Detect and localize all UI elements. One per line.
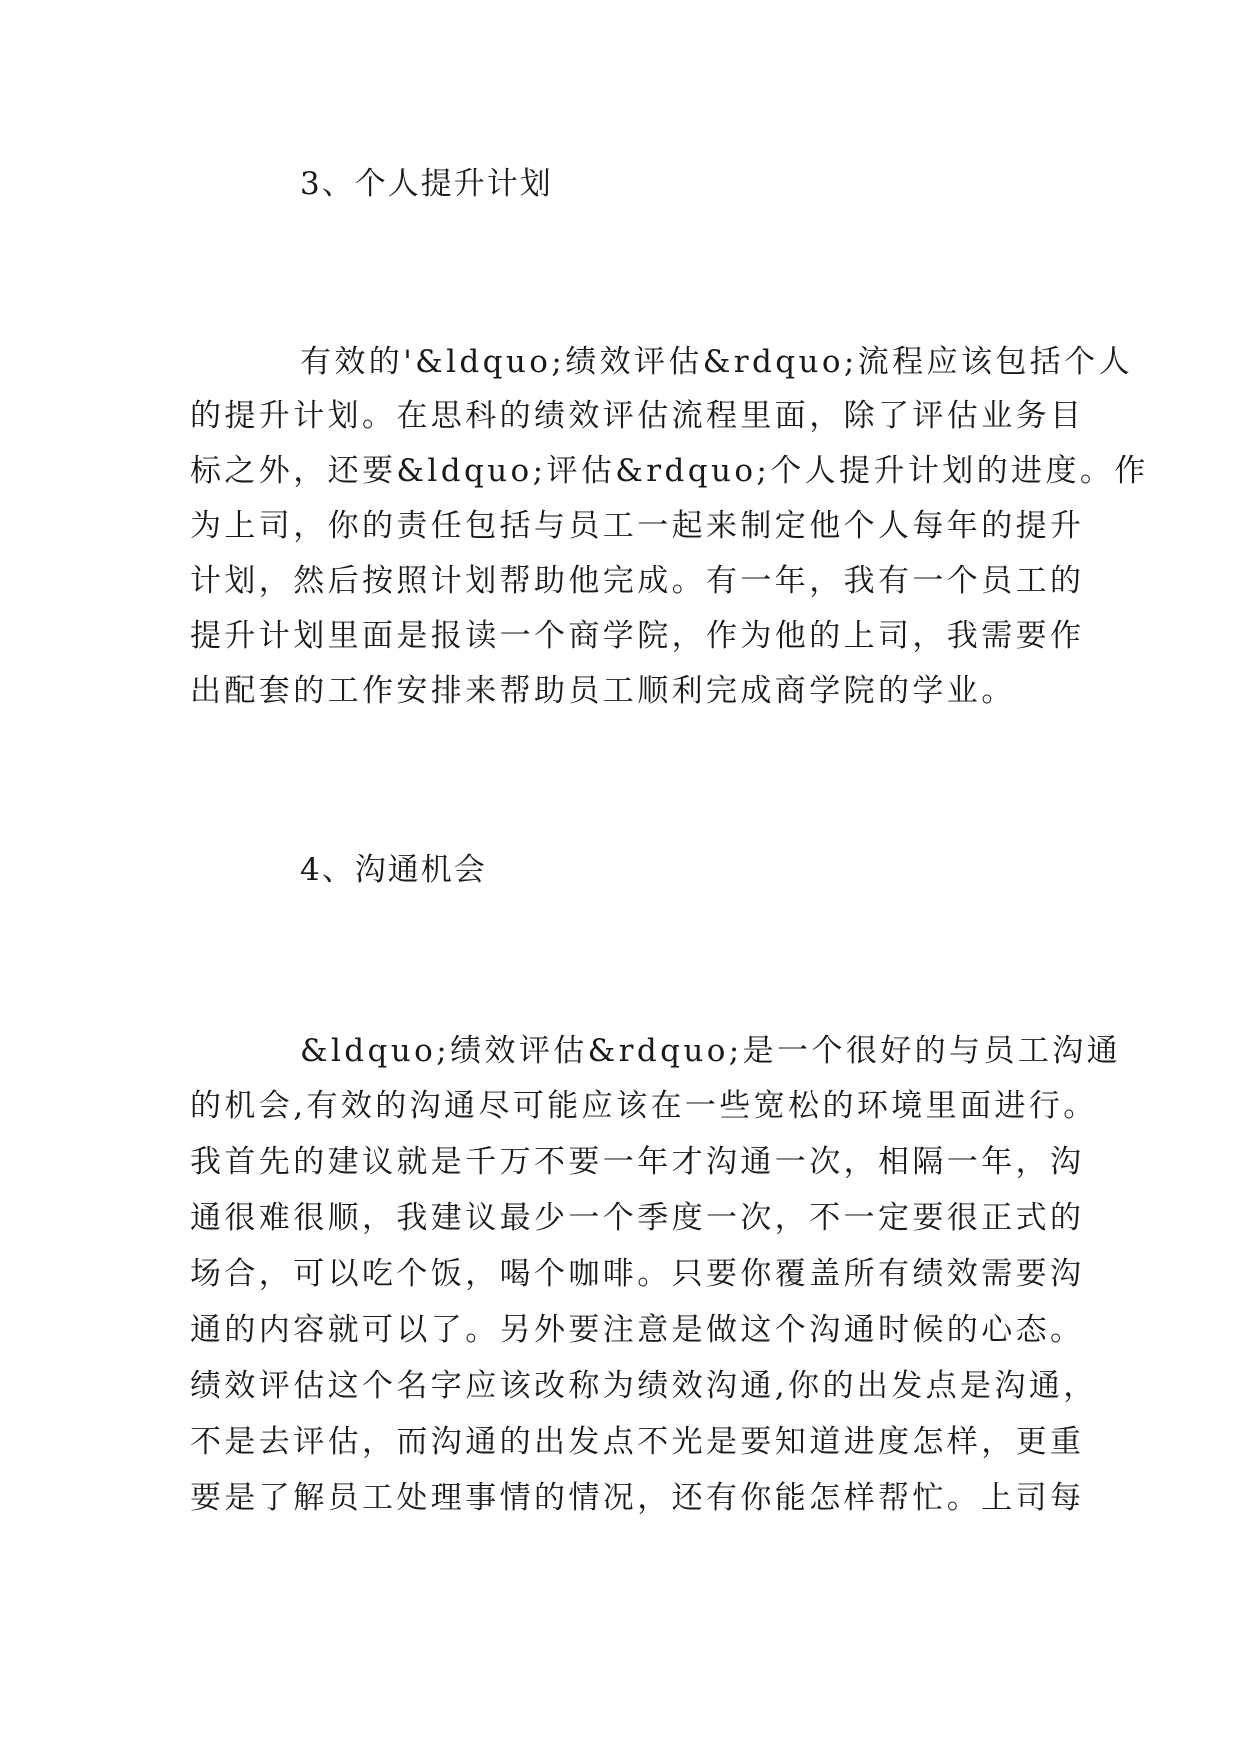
section-4-line-4: 通很难很顺，我建议最少一个季度一次，不一定要很正式的 — [190, 1200, 1085, 1236]
section-4-line-6: 通的内容就可以了。另外要注意是做这个沟通时候的心态。 — [190, 1312, 1085, 1348]
section-4-line-2: 的机会,有效的沟通尽可能应该在一些宽松的环境里面进行。 — [190, 1088, 1098, 1124]
section-3-line-5: 计划，然后按照计划帮助他完成。有一年，我有一个员工的 — [190, 563, 1085, 599]
section-3-heading: 3、个人提升计划 — [300, 166, 553, 202]
section-4-line-9: 要是了解员工处理事情的情况，还有你能怎样帮忙。上司每 — [190, 1480, 1085, 1516]
section-3-line-4: 为上司，你的责任包括与员工一起来制定他个人每年的提升 — [190, 508, 1085, 544]
section-4-line-7: 绩效评估这个名字应该改称为绩效沟通,你的出发点是沟通， — [190, 1368, 1098, 1404]
section-4-line-1: &ldquo;绩效评估&rdquo;是一个很好的与员工沟通 — [300, 1033, 1122, 1069]
section-4-heading: 4、沟通机会 — [300, 852, 487, 888]
section-3-line-2: 的提升计划。在思科的绩效评估流程里面，除了评估业务目 — [190, 398, 1085, 434]
section-4-line-8: 不是去评估，而沟通的出发点不光是要知道进度怎样，更重 — [190, 1424, 1085, 1460]
section-3-line-6: 提升计划里面是报读一个商学院，作为他的上司，我需要作 — [190, 618, 1085, 654]
section-3-line-7: 出配套的工作安排来帮助员工顺利完成商学院的学业。 — [190, 673, 1016, 709]
section-4-line-5: 场合，可以吃个饭，喝个咖啡。只要你覆盖所有绩效需要沟 — [190, 1256, 1085, 1292]
section-3-line-1: 有效的'&ldquo;绩效评估&rdquo;流程应该包括个人 — [300, 344, 1133, 380]
section-3-line-3: 标之外，还要&ldquo;评估&rdquo;个人提升计划的进度。作 — [190, 453, 1149, 489]
section-4-line-3: 我首先的建议就是千万不要一年才沟通一次，相隔一年，沟 — [190, 1144, 1085, 1180]
